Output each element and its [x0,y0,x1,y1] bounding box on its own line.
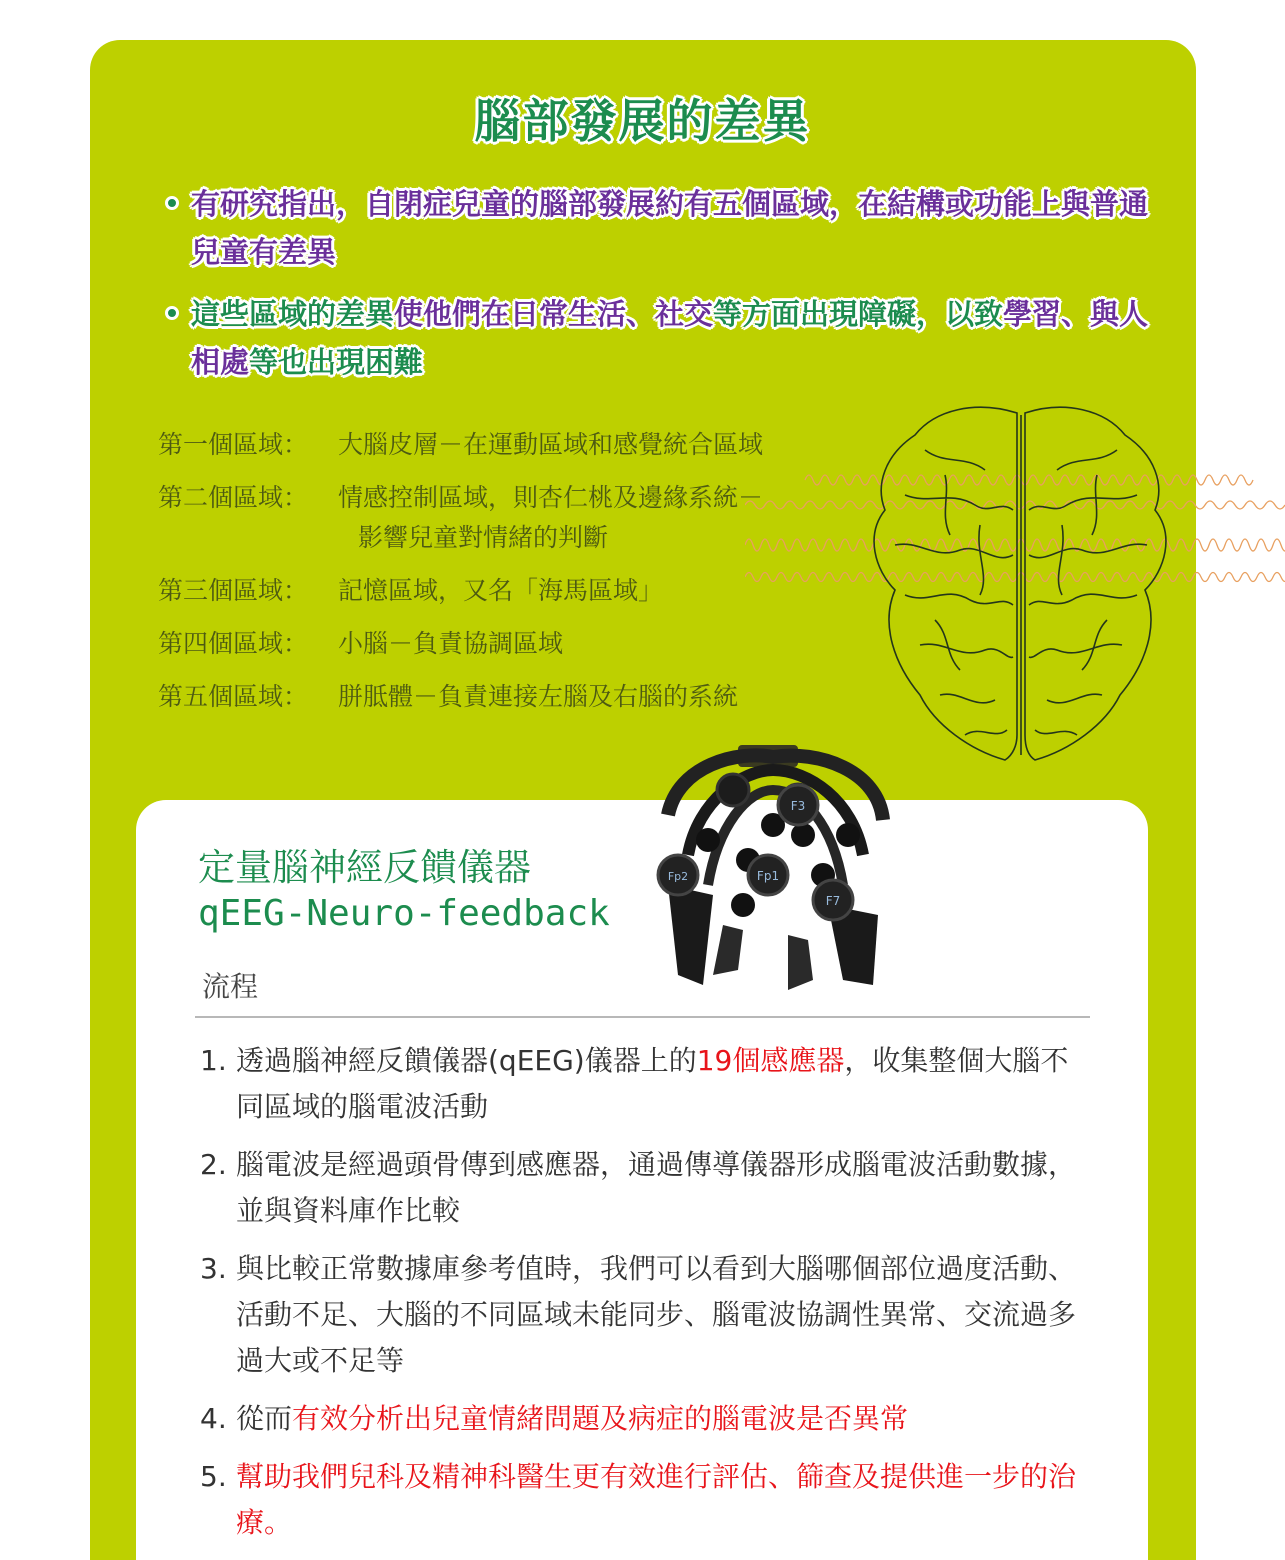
region-text [338,677,878,717]
bullet-text: 有研究指出，自閉症兒童的腦部發展約有五個區域，在結構或功能上與普通兒童有差異 [191,187,1149,269]
region-label: 第三個區域： [158,576,309,605]
region-item [158,624,878,664]
step-text-plain: 腦電波是經過頭骨傳到感應器，通過傳導儀器形成腦電波活動數據，並與資料庫作比較 [236,1148,1077,1227]
region-list [158,425,878,730]
electrode-label: F3 [790,799,806,813]
bullet-dot-icon [165,306,179,320]
region-item [158,425,878,465]
electrode-f7 [813,880,853,920]
bullet-item-2 [165,290,1166,386]
region-text [338,425,878,465]
step-text-plain: ，收集整個大腦不同區域的腦電波活動 [236,1044,1069,1123]
process-steps [200,1038,1080,1558]
step-number: 4. [200,1402,227,1435]
device-title-zh: 定量腦神經反饋儀器 [198,846,531,889]
step-item [200,1246,1080,1384]
step-text [236,1396,1080,1442]
step-text-highlight: 有效分析出兒童情緒問題及病症的腦電波是否異常 [292,1402,909,1435]
step-number: 2. [200,1148,227,1181]
region-desc: 情感控制區域，則杏仁桃及邊緣系統－ [338,483,764,512]
step-text-plain: 透過腦神經反饋儀器(qEEG)儀器上的 [236,1044,697,1077]
region-item [158,677,878,717]
step-number: 5. [200,1460,227,1493]
region-desc: 大腦皮層－在運動區域和感覺統合區域 [338,430,764,459]
region-label: 第四個區域： [158,629,309,658]
step-item [200,1396,1080,1442]
bullet-text-green: 等也出現困難 [249,345,424,379]
page-title: 腦部發展的差異 [474,94,811,148]
bullet-text-purple: 使他們在日常生活、社交 [394,297,714,331]
bullet-text-green: 等方面出現障礙，以致 [713,297,1004,331]
step-text-plain: 從而 [236,1402,293,1435]
bullet-dot-icon [165,196,179,210]
region-label: 第五個區域： [158,682,309,711]
step-text-highlight: 幫助我們兒科及精神科醫生更有效進行評估、篩查及提供進一步的治療。 [236,1460,1077,1539]
step-text-plain: 與比較正常數據庫參考值時，我們可以看到大腦哪個部位過度活動、活動不足、大腦的不同區域未能同步、腦電波協調性異常、交流過多過大或不足等 [236,1252,1077,1377]
region-desc: 記憶區域，又名「海馬區域」 [338,576,664,605]
electrode-fp1 [748,855,788,895]
region-text [338,478,878,558]
process-label: 流程 [202,970,259,1003]
region-text [338,624,878,664]
bullet-item-1 [165,180,1166,276]
region-item [158,478,878,558]
bullet-text-green: 這些區域的差異 [191,297,395,331]
region-label: 第一個區域： [158,430,309,459]
step-text [236,1038,1080,1130]
region-desc-continued: 影響兒童對情緒的判斷 [358,523,609,552]
brain-icon [874,407,1166,760]
eeg-headset-image [648,745,898,1000]
step-item [200,1038,1080,1130]
region-item [158,571,878,611]
region-text [338,571,878,611]
step-text [236,1454,1080,1546]
electrode-label: Fp1 [756,869,780,883]
step-text [236,1142,1080,1234]
step-item [200,1454,1080,1546]
region-desc: 小腦－負責協調區域 [338,629,564,658]
step-text [236,1246,1080,1384]
device-title [198,845,610,937]
divider [195,1016,1090,1018]
region-label: 第二個區域： [158,483,309,512]
electrode-f3 [778,785,818,825]
step-item [200,1142,1080,1234]
step-number: 3. [200,1252,227,1285]
electrode-fp2 [658,855,698,895]
electrode-label: Fp2 [667,870,689,883]
device-title-en: qEEG-Neuro-feedback [198,893,610,934]
bullet-text-purple: 學習、與人相處 [191,297,1149,379]
step-text-highlight: 19個感應器 [696,1044,845,1077]
step-number: 1. [200,1044,227,1077]
region-desc: 胼胝體－負責連接左腦及右腦的系統 [338,682,739,711]
electrode-label: F7 [825,894,841,908]
